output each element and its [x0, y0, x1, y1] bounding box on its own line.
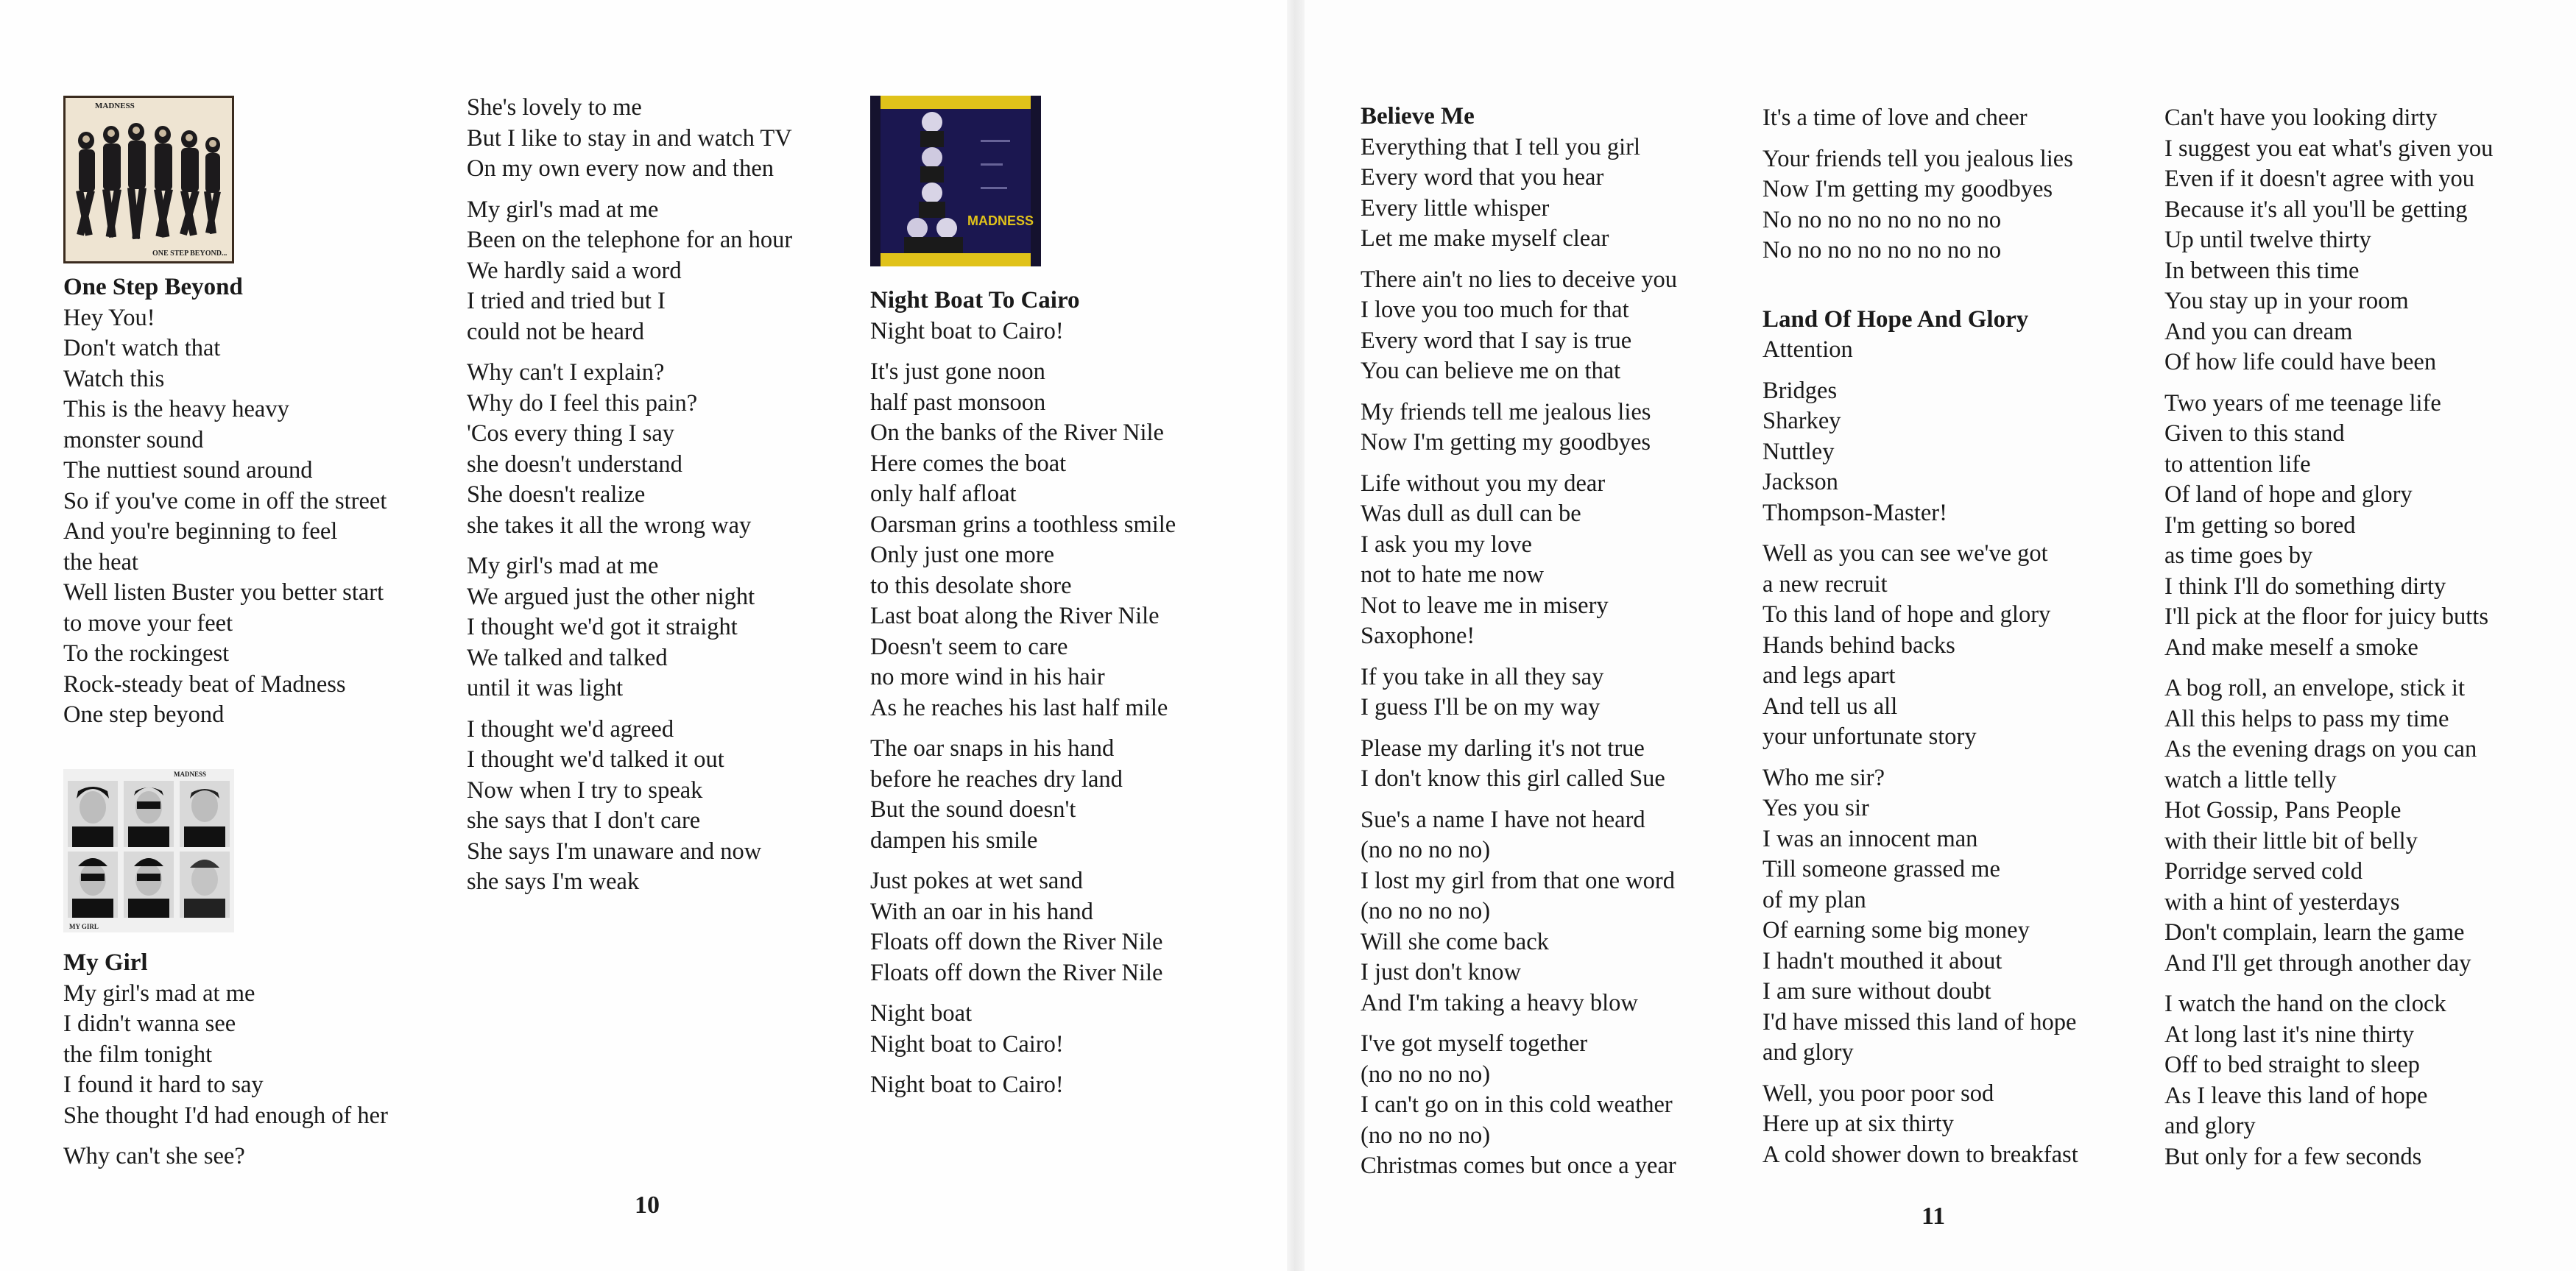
lyric-line: This is the heavy heavy	[63, 396, 289, 422]
stanza	[870, 999, 1268, 1060]
lyric-line: Porridge served cold	[2164, 858, 2362, 885]
column-2	[467, 93, 864, 908]
lyric-line: Of land of hope and glory	[2164, 481, 2413, 508]
lyric-line: It's a time of love and cheer	[1762, 105, 2028, 131]
stanza	[1361, 469, 1758, 652]
stanza	[1762, 539, 2160, 753]
lyric-line: Saxophone!	[1361, 623, 1475, 649]
lyric-line: So if you've come in off the street	[63, 487, 387, 514]
lyric-line: Of earning some big money	[1762, 917, 2030, 943]
lyric-line: A bog roll, an envelope, stick it	[2164, 675, 2465, 701]
lyric-line: We talked and talked	[467, 644, 668, 671]
lyric-line: Last boat along the River Nile	[870, 603, 1160, 629]
lyric-line: with their little bit of belly	[2164, 827, 2418, 854]
stanza	[1762, 103, 2160, 134]
lyric-line: Life without you my dear	[1361, 470, 1606, 497]
lyric-line: You stay up in your room	[2164, 288, 2409, 314]
song-night-boat-to-cairo	[870, 286, 1268, 1101]
lyric-line: My girl's mad at me	[467, 553, 659, 579]
lyric-line: She thought I'd had enough of her	[63, 1102, 388, 1129]
lyric-line: Two years of me teenage life	[2164, 389, 2441, 417]
lyric-line: I found it hard to say	[63, 1072, 264, 1098]
song-title-believe-me: Believe Me	[1361, 103, 1475, 130]
lyric-line: No no no no no no no no	[1762, 237, 2002, 263]
lyric-line: I'd have missed this land of hope	[1762, 1008, 2077, 1035]
lyric-line: she doesn't understand	[467, 450, 682, 478]
lyric-line: (no no no no)	[1361, 1061, 1491, 1088]
lyric-line: Hot Gossip, Pans People	[2164, 797, 2402, 824]
song-believe-me-continued	[1762, 103, 2160, 266]
lyric-line: Nuttley	[1762, 438, 1835, 465]
lyric-line: And I'm taking a heavy blow	[1361, 989, 1638, 1016]
lyric-line: Every little whisper	[1361, 194, 1550, 222]
lyric-line: no more wind in his hair	[870, 664, 1105, 690]
lyric-line: I ask you my love	[1361, 531, 1532, 558]
stanza	[1361, 734, 1758, 795]
lyric-line: I thought we'd talked it out	[467, 746, 724, 773]
lyric-line: Please my darling it's not true	[1361, 734, 1645, 762]
column-5	[1762, 103, 2160, 1180]
lyric-line: Night boat to Cairo!	[870, 317, 1064, 344]
lyric-line: Night boat to Cairo!	[870, 1072, 1064, 1098]
page-gutter	[1287, 0, 1305, 1271]
song-land-of-hope-continued	[2164, 103, 2566, 1172]
stanza	[1762, 376, 2160, 529]
lyric-line: I didn't wanna see	[63, 1010, 236, 1037]
lyric-line: and glory	[1762, 1039, 1854, 1066]
stanza	[1361, 805, 1758, 1019]
stanza	[63, 979, 476, 1132]
lyric-line: Yes you sir	[1762, 795, 1869, 821]
lyric-line: Watch this	[63, 365, 165, 392]
lyric-line: Well as you can see we've got	[1762, 540, 2048, 567]
lyric-line: I was an innocent man	[1762, 825, 1978, 852]
lyric-line: There ain't no lies to deceive you	[1361, 266, 1678, 293]
lyric-line: Floats off down the River Nile	[870, 929, 1163, 955]
lyric-line: On my own every now and then	[467, 155, 774, 182]
lyric-line: Why do I feel this pain?	[467, 389, 698, 417]
lyric-line: It's just gone noon	[870, 358, 1045, 385]
lyric-line: I hadn't mouthed it about	[1762, 947, 2002, 974]
lyric-line: Night boat to Cairo!	[870, 1030, 1064, 1058]
lyric-line: Even if it doesn't agree with you	[2164, 166, 2475, 192]
stanza	[467, 551, 864, 704]
lyric-line: If you take in all they say	[1361, 663, 1604, 690]
lyric-line: Not to leave me in misery	[1361, 592, 1609, 619]
lyric-line: Sue's a name I have not heard	[1361, 806, 1645, 833]
column-3	[870, 286, 1268, 1111]
lyric-line: All this helps to pass my time	[2164, 705, 2449, 732]
lyric-line: Why can't I explain?	[467, 359, 665, 386]
lyric-line: She doesn't realize	[467, 481, 646, 508]
lyric-line: could not be heard	[467, 318, 644, 345]
lyric-line: And make meself a smoke	[2164, 634, 2418, 661]
lyric-line: I guess I'll be on my way	[1361, 694, 1601, 721]
lyric-line: I tried and tried but I	[467, 288, 666, 314]
lyric-line: I love you too much for that	[1361, 297, 1629, 323]
song-title-land-of-hope-and-glory: Land Of Hope And Glory	[1762, 305, 2029, 333]
lyric-line: My friends tell me jealous lies	[1361, 398, 1651, 425]
lyric-line: To the rockingest	[63, 640, 230, 667]
lyric-line: Don't complain, learn the game	[2164, 919, 2465, 946]
stanza	[1361, 265, 1758, 387]
lyric-line: Well listen Buster you better start	[63, 579, 384, 606]
my-girl-cover-image	[63, 769, 234, 932]
lyric-line: But the sound doesn't	[870, 796, 1076, 823]
lyric-line: Off to bed straight to sleep	[2164, 1052, 2420, 1078]
lyric-line: Why can't she see?	[63, 1143, 245, 1169]
lyric-line: Can't have you looking dirty	[2164, 105, 2438, 131]
lyric-line: I've got myself together	[1361, 1030, 1588, 1057]
lyric-line: I just don't know	[1361, 959, 1522, 985]
lyric-line: Because it's all you'll be getting	[2164, 196, 2468, 223]
stanza	[467, 358, 864, 541]
lyric-line: Given to this stand	[2164, 420, 2345, 447]
lyric-line: Just pokes at wet sand	[870, 868, 1083, 894]
stanza	[2164, 103, 2566, 378]
lyric-line: But I like to stay in and watch TV	[467, 124, 792, 152]
lyric-line: not to hate me now	[1361, 562, 1545, 588]
column-6	[2164, 103, 2566, 1183]
cover-band-text: MADNESS	[95, 102, 135, 110]
lyric-line: Was dull as dull can be	[1361, 500, 1581, 527]
lyric-line: Don't watch that	[63, 335, 221, 361]
lyric-line: Every word that I say is true	[1361, 327, 1632, 354]
lyric-line: No no no no no no no no	[1762, 206, 2002, 233]
song-my-girl-continued	[467, 93, 864, 898]
lyric-line: At long last it's nine thirty	[2164, 1021, 2414, 1048]
stanza	[870, 1070, 1268, 1101]
lyric-line: 'Cos every thing I say	[467, 420, 675, 447]
lyric-line: To this land of hope and glory	[1762, 601, 2051, 628]
column-4	[1361, 102, 1758, 1192]
lyric-line: Every word that you hear	[1361, 164, 1604, 191]
lyric-line: I am sure without doubt	[1762, 978, 1991, 1005]
page-number-left: 10	[635, 1192, 660, 1219]
lyric-line: You can believe me on that	[1361, 358, 1621, 384]
lyric-line: until it was light	[467, 675, 624, 701]
lyric-line: As he reaches his last half mile	[870, 694, 1168, 721]
song-believe-me	[1361, 102, 1758, 1182]
lyric-line: My girl's mad at me	[63, 980, 255, 1007]
lyric-line: I don't know this girl called Sue	[1361, 765, 1665, 792]
lyric-line: Of how life could have been	[2164, 349, 2437, 375]
lyric-line: And you can dream	[2164, 318, 2353, 345]
lyric-line: In between this time	[2164, 257, 2360, 284]
lyric-line: she takes it all the wrong way	[467, 511, 752, 539]
lyric-line: Night boat	[870, 1000, 973, 1027]
stanza	[1361, 397, 1758, 459]
stanza	[1762, 335, 2160, 366]
lyric-line: I'll pick at the floor for juicy butts	[2164, 603, 2488, 630]
lyric-line: and glory	[2164, 1113, 2256, 1139]
song-title-my-girl: My Girl	[63, 949, 148, 976]
lyric-line: she says I'm weak	[467, 868, 640, 895]
lyric-line: The nuttiest sound around	[63, 457, 313, 484]
lyric-line: the film tonight	[63, 1041, 213, 1068]
lyric-line: to this desolate shore	[870, 572, 1072, 599]
lyric-line: She says I'm unaware and now	[467, 838, 762, 865]
my-girl-portraits-illustration	[63, 769, 234, 932]
lyric-line: your unfortunate story	[1762, 723, 1977, 750]
lyric-line: and legs apart	[1762, 662, 1896, 689]
lyric-line: Here up at six thirty	[1762, 1111, 1954, 1137]
song-title-one-step-beyond: One Step Beyond	[63, 274, 243, 300]
lyric-line: Hey You!	[63, 304, 155, 331]
lyric-line: With an oar in his hand	[870, 898, 1093, 925]
cover-band-text: MADNESS	[174, 771, 207, 778]
lyric-line: with a hint of yesterdays	[2164, 888, 2400, 916]
stanza	[2164, 673, 2566, 979]
lyric-line: We argued just the other night	[467, 583, 755, 610]
lyric-line: (no no no no)	[1361, 1122, 1491, 1149]
lyric-line: And tell us all	[1762, 693, 1898, 720]
lyric-line: Thompson-Master!	[1762, 499, 1947, 526]
song-one-step-beyond	[63, 272, 461, 731]
cover-title-text: MY GIRL	[69, 923, 99, 930]
lyric-line: As the evening drags on you can	[2164, 736, 2477, 762]
lyric-line: to attention life	[2164, 450, 2311, 478]
lyric-line: Sharkey	[1762, 408, 1841, 434]
lyric-line: I can't go on in this cold weather	[1361, 1091, 1673, 1118]
lyric-line: Floats off down the River Nile	[870, 959, 1163, 986]
lyric-line: (no no no no)	[1361, 898, 1491, 924]
lyric-line: Oarsman grins a toothless smile	[870, 511, 1176, 538]
lyric-line: half past monsoon	[870, 389, 1046, 416]
lyric-line: I thought we'd agreed	[467, 715, 674, 743]
stanza	[63, 303, 461, 731]
lyric-line: Everything that I tell you girl	[1361, 133, 1640, 160]
lyric-line: Bridges	[1762, 377, 1838, 404]
one-step-beyond-dancers-illustration	[66, 98, 232, 261]
lyric-line: I lost my girl from that one word	[1361, 867, 1675, 894]
lyric-line: The oar snaps in his hand	[870, 735, 1115, 762]
stanza	[467, 195, 864, 348]
lyric-line: before he reaches dry land	[870, 765, 1123, 793]
lyric-line: I thought we'd got it straight	[467, 614, 738, 640]
lyric-line: Who me sir?	[1762, 764, 1885, 791]
lyric-line: Up until twelve thirty	[2164, 227, 2371, 253]
lyric-line: Till someone grassed me	[1762, 856, 2000, 882]
lyric-line: Jackson	[1762, 469, 1838, 495]
lyric-line: as time goes by	[2164, 542, 2313, 569]
lyric-line: Now when I try to speak	[467, 776, 703, 804]
song-my-girl	[63, 948, 476, 1172]
night-boat-cover-image	[870, 96, 1041, 266]
lyric-line: And you're beginning to feel	[63, 518, 338, 545]
cover-title-text: ONE STEP BEYOND...	[152, 249, 227, 258]
lyric-line: Here comes the boat	[870, 450, 1067, 477]
lyric-line: I'm getting so bored	[2164, 511, 2356, 539]
stanza	[467, 93, 864, 185]
lyric-line: Doesn't seem to care	[870, 633, 1068, 660]
column-1-lower	[63, 948, 476, 1183]
lyric-line: I think I'll do something dirty	[2164, 573, 2446, 600]
lyric-line: My girl's mad at me	[467, 196, 659, 223]
lyric-line: Now I'm getting my goodbyes	[1361, 429, 1651, 456]
stanza	[1361, 132, 1758, 255]
stanza	[63, 1141, 476, 1172]
lyric-line: And I'll get through another day	[2164, 949, 2471, 977]
column-1	[63, 272, 461, 741]
lyric-line: monster sound	[63, 426, 204, 453]
stanza	[1762, 1079, 2160, 1171]
lyric-line: Hands behind backs	[1762, 631, 1955, 659]
lyric-line: watch a little telly	[2164, 766, 2337, 793]
lyric-line: As I leave this land of hope	[2164, 1082, 2428, 1109]
lyric-line: Let me make myself clear	[1361, 225, 1609, 252]
lyric-line: only half afloat	[870, 481, 1017, 507]
lyric-line: On the banks of the River Nile	[870, 419, 1164, 446]
one-step-beyond-cover-image	[63, 96, 234, 263]
lyric-line: to move your feet	[63, 609, 233, 637]
lyric-line: she says that I don't care	[467, 807, 701, 834]
stanza	[1762, 763, 2160, 1069]
lyric-line: Rock-steady beat of Madness	[63, 670, 346, 698]
lyric-line: a new recruit	[1762, 570, 1888, 598]
stanza	[467, 715, 864, 898]
stanza	[870, 316, 1268, 347]
lyric-line: I suggest you eat what's given you	[2164, 135, 2494, 162]
lyric-line: She's lovely to me	[467, 94, 642, 121]
lyric-line: the heat	[63, 548, 138, 576]
lyric-line: One step beyond	[63, 701, 225, 728]
stanza	[1762, 144, 2160, 266]
stanza	[870, 734, 1268, 856]
lyric-line: But only for a few seconds	[2164, 1143, 2422, 1170]
stanza	[870, 866, 1268, 988]
lyric-line: A cold shower down to breakfast	[1762, 1141, 2078, 1168]
night-boat-band-stack-illustration	[870, 96, 1041, 266]
lyric-line: I watch the hand on the clock	[2164, 991, 2446, 1017]
lyric-line: Been on the telephone for an hour	[467, 227, 793, 253]
lyric-line: Well, you poor poor sod	[1762, 1080, 1994, 1107]
stanza	[1361, 662, 1758, 723]
song-land-of-hope-and-glory	[1762, 305, 2160, 1171]
stanza	[2164, 389, 2566, 664]
lyric-line: of my plan	[1762, 886, 1866, 913]
lyric-line: (no no no no)	[1361, 837, 1491, 863]
page-number-right: 11	[1922, 1203, 1946, 1230]
song-title-night-boat-to-cairo: Night Boat To Cairo	[870, 287, 1080, 314]
lyric-line: Only just one more	[870, 542, 1055, 568]
stanza	[2164, 989, 2566, 1172]
lyric-line: We hardly said a word	[467, 257, 682, 284]
cover-band-text: MADNESS	[967, 213, 1034, 228]
lyric-line: Now I'm getting my goodbyes	[1762, 176, 2053, 202]
lyric-line: Christmas comes but once a year	[1361, 1153, 1676, 1179]
stanza	[1361, 1029, 1758, 1182]
lyric-line: dampen his smile	[870, 826, 1038, 854]
lyric-line: Will she come back	[1361, 928, 1549, 955]
lyric-line: Your friends tell you jealous lies	[1762, 145, 2073, 172]
stanza	[870, 357, 1268, 723]
lyric-line: Attention	[1762, 336, 1853, 363]
